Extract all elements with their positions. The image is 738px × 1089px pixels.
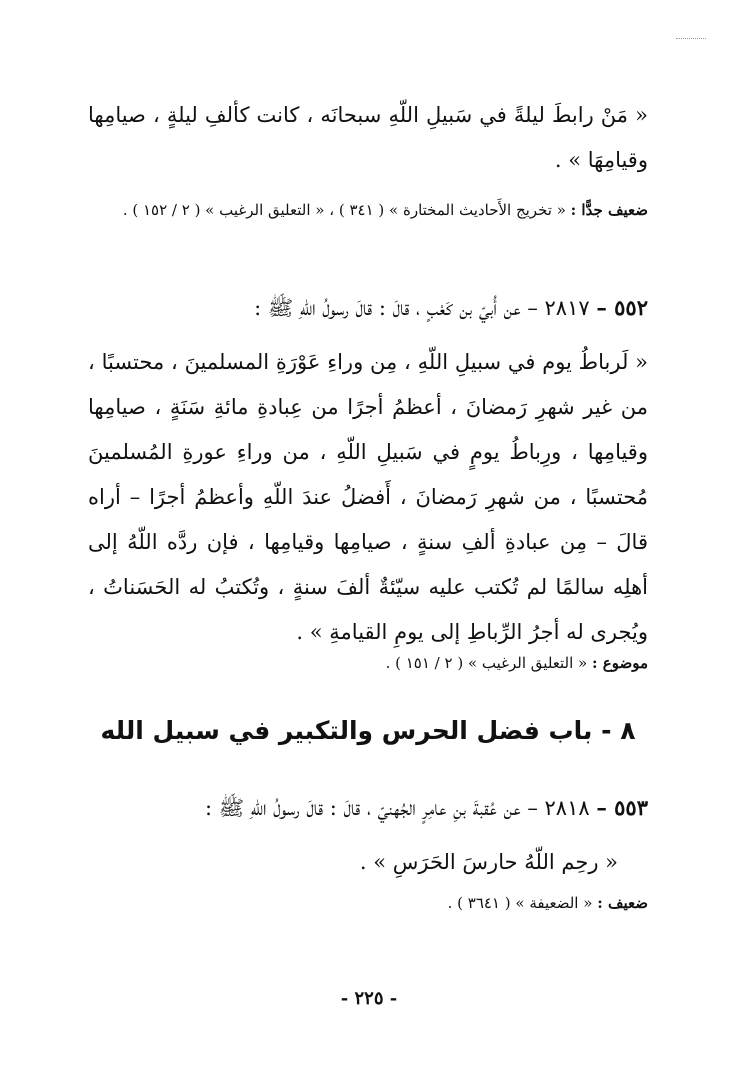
grade-reference: « تخريج الأَحاديث المختارة » ( ٣٤١ ) ، « التعليق الرغيب » ( ٢ / ١٥٢ ) . [122, 201, 566, 219]
page-number: - ٢٢٥ - [340, 988, 398, 1009]
corner-mark [676, 38, 706, 39]
grade-label: ضعيف جدًّا : [570, 201, 648, 219]
hadith-552-text: « لَرباطُ يوم في سبيلِ اللّهِ ، مِن وراءِ عَوْرَةِ المسلمينَ ، محتسبًا ، من غير شهرِ رَمضانَ ، أعظمُ أجرًا من عِبادةِ مائةِ سَنَةٍ ، صيامِها وقيامِها ، ورِباطُ يومٍ في سَبيلِ اللّهِ ، من وراءِ عورةِ المُسلمينَ مُحتسبًا ، من شهرِ رَمضانَ ، أَفضلُ عندَ اللّهِ وأعظمُ أجرًا – أراه قالَ – مِن عبادةِ ألفِ سنةٍ ، صيامِها وقيامِها ، فإن ردَّه اللّهُ إلى أهلِه سالمًا لم تُكتب عليه سيّئةٌ ألفَ سنةٍ ، وتُكتبُ له الحَسَناتُ ، ويُجرى له أجرُ الرِّباطِ إلى يومِ القيامةِ » . [88, 350, 648, 644]
hadith-553-header [88, 785, 648, 831]
hadith-number: ٥٥٢ – [596, 295, 648, 320]
hadith-number: ٥٥٣ – [596, 795, 648, 820]
grade-label: موضوع : [592, 654, 648, 672]
grade-label: ضعيف : [597, 894, 648, 912]
grade-reference: « التعليق الرغيب » ( ٢ / ١٥١ ) . [385, 654, 588, 672]
hadith-553-text: « رحِم اللّهُ حارسَ الحَرَسِ » . [359, 850, 618, 874]
hadith-intro: ٢٨١٧ – عن أُبيّ بن كَعْبٍ ، قالَ : قالَ رسولُ اللّهِ ﷺ : [254, 296, 590, 320]
chapter-title: ٨ - باب فضل الحرس والتكبير في سبيل الله [100, 716, 636, 745]
grade-reference: « الضعيفة » ( ٣٦٤١ ) . [447, 894, 593, 912]
hadith-552-header [88, 285, 648, 331]
grading-552 [88, 645, 648, 681]
hadith-text-1: « مَنْ رابطَ ليلةً في سَبيلِ اللّهِ سبحانَه ، كانت كألفِ ليلةٍ ، صيامِها وقيامِهَا » . [88, 103, 648, 172]
hadith-intro: ٢٨١٨ – عن عُقبةَ بنِ عامِرٍ الجُهنيّ ، قالَ : قالَ رسولُ اللّهِ ﷺ : [205, 796, 590, 820]
grading-553 [88, 885, 648, 921]
grading-1 [88, 192, 648, 228]
